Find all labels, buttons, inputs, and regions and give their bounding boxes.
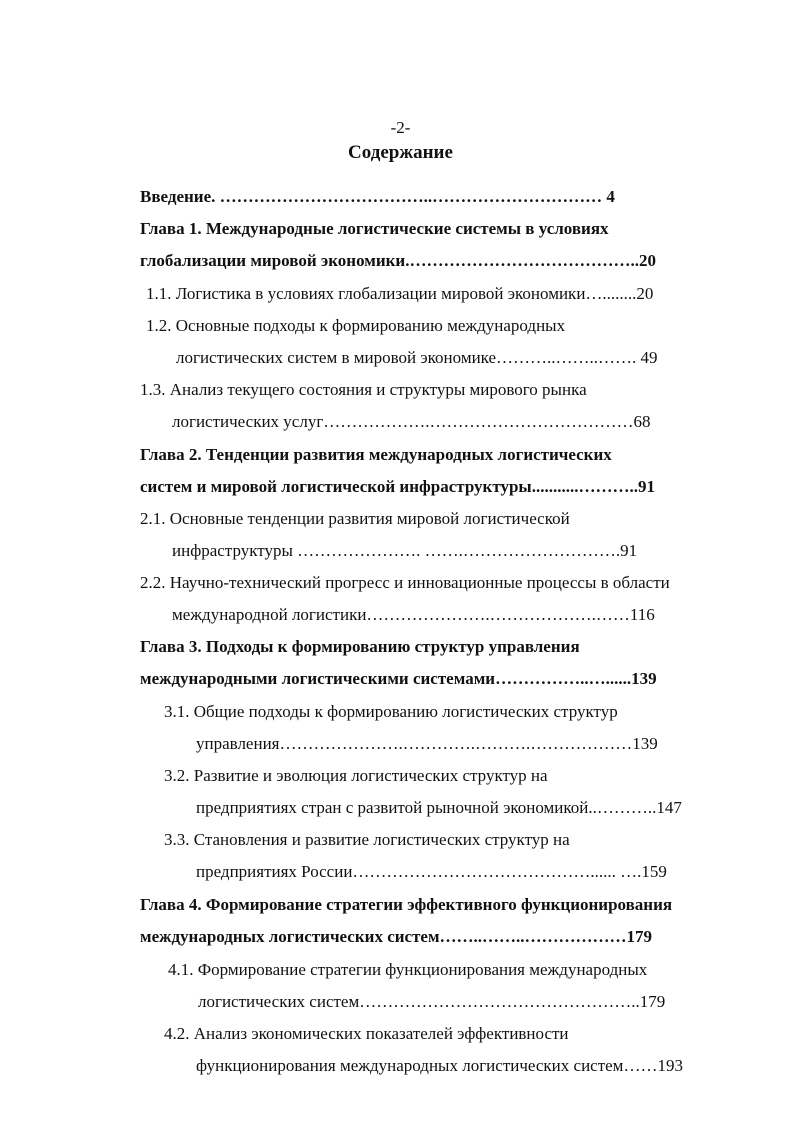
toc-section-3-3-line-1: 3.3. Становления и развитие логистических структур на bbox=[164, 830, 570, 849]
toc-section-4-2-line-1: 4.2. Анализ экономических показателей эффективности bbox=[164, 1024, 569, 1043]
page-title: Содержание bbox=[348, 142, 453, 163]
toc-section-1-2-line-2: логистических систем в мировой экономике………..……..……. 49 bbox=[176, 348, 658, 367]
toc-chapter-3-line-1: Глава 3. Подходы к формированию структур управления bbox=[140, 637, 580, 656]
toc-section-1-3-line-2: логистических услуг……………….………………………………68 bbox=[172, 412, 651, 431]
toc-section-3-2-line-1: 3.2. Развитие и эволюция логистических структур на bbox=[164, 766, 548, 785]
toc-section-4-1-line-1: 4.1. Формирование стратегии функционирования международных bbox=[168, 960, 648, 979]
toc-section-3-3-line-2: предприятиях России……………………………………...... ….159 bbox=[196, 862, 667, 881]
toc-section-2-1-line-2: инфраструктуры …………………. …….……………………….91 bbox=[172, 541, 638, 560]
toc-section-1-3-line-1: 1.3. Анализ текущего состояния и структуры мирового рынка bbox=[140, 380, 587, 399]
toc-chapter-1-line-2: глобализации мировой экономики.…………………………………..20 bbox=[140, 251, 656, 270]
toc-entry-intro: Введение. ………………………………..………………………… 4 bbox=[140, 187, 615, 206]
toc-chapter-2-line-2: систем и мировой логистической инфраструктуры...........………..91 bbox=[140, 477, 655, 496]
toc-chapter-4-line-2: международных логистических систем……..……..………………179 bbox=[140, 927, 653, 946]
toc-chapter-1-line-1: Глава 1. Международные логистические системы в условиях bbox=[140, 219, 609, 238]
toc-section-1-2-line-1: 1.2. Основные подходы к формированию международных bbox=[146, 316, 566, 335]
toc-chapter-2-line-1: Глава 2. Тенденции развития международных логистических bbox=[140, 445, 612, 464]
toc-section-3-1-line-1: 3.1. Общие подходы к формированию логистических структур bbox=[164, 702, 618, 721]
toc-section-1-1: 1.1. Логистика в условиях глобализации мировой экономики…........20 bbox=[146, 284, 654, 303]
toc-section-2-2-line-1: 2.2. Научно-технический прогресс и инновационные процессы в области bbox=[140, 573, 670, 592]
toc-section-2-2-line-2: международной логистики………………….……………….……116 bbox=[172, 605, 655, 624]
toc-section-4-1-line-2: логистических систем…………………………………………..179 bbox=[198, 992, 666, 1011]
page-number: -2- bbox=[390, 118, 411, 137]
toc-section-3-2-line-2: предприятиях стран с развитой рыночной экономикой..………..147 bbox=[196, 798, 682, 817]
toc-chapter-4-line-1: Глава 4. Формирование стратегии эффективного функционирования bbox=[140, 895, 673, 914]
toc-section-3-1-line-2: управления………………….………….……….………………139 bbox=[196, 734, 658, 753]
toc-section-4-2-line-2: функционирования международных логистических систем……193 bbox=[196, 1056, 683, 1075]
toc-chapter-3-line-2: международными логистическими системами……………..…......139 bbox=[140, 669, 657, 688]
toc-section-2-1-line-1: 2.1. Основные тенденции развития мировой логистической bbox=[140, 509, 570, 528]
